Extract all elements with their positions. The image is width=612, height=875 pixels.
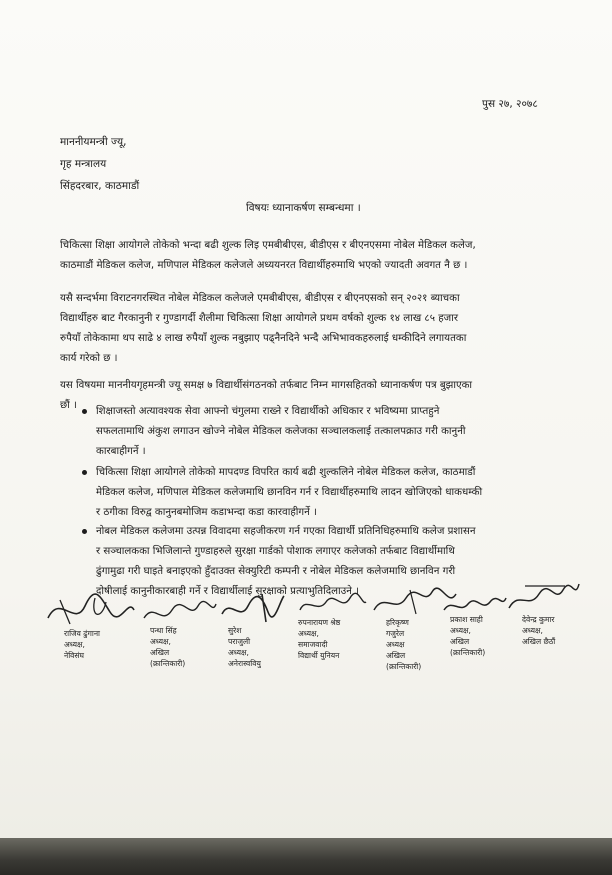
demand-line: कारबाहीगर्ने ।	[96, 446, 146, 457]
signatory-detail: (क्रान्तिकारी)	[450, 648, 486, 657]
paragraph-2-line: कार्य गरेको छ ।	[60, 353, 118, 364]
demand-line: मेडिकल कलेज, मणिपाल मेडिकल कलेजमाथि छानविन गर्न र विद्यार्थीहरुमाथि लादन खोजिएको धाकधम्की	[96, 487, 483, 498]
signature-scribble-2	[140, 598, 220, 628]
signatory-6	[450, 614, 485, 658]
signatory-detail: अखिल छैठौं	[522, 637, 556, 646]
signatory-detail: अध्यक्ष,	[64, 640, 85, 649]
signatory-name: देवेन्द्र कुमार	[522, 615, 555, 624]
signatory-detail: अनेरास्ववियु	[228, 659, 261, 668]
paragraph-2-line: रुपैयाँ तोकेकामा थप साढे ४ लाख रुपैयाँ शुल्क नबुझाए पढ्नैनदिने भन्दै अभिभावकहरुलाई धम्कीदिने लगायतका	[60, 333, 467, 344]
signature-scribble-4	[296, 592, 368, 618]
signatory-detail: अखिल	[386, 651, 406, 660]
bullet-icon	[82, 409, 87, 414]
paragraph-3-line: यस विषयमा माननीयगृहमन्त्री ज्यू समक्ष ७ विद्यार्थीसंगठनको तर्फबाट निम्न मागसहितको ध्यानाकर्षण पत्र बुझाएका	[60, 380, 473, 391]
demand-line: शिक्षाजस्तो अत्यावश्यक सेवा आफ्नो चंगुलमा राख्ने र विद्यार्थीको अधिकार र भविष्यमा प्राप्तहुने	[96, 406, 440, 417]
demand-line: र ठगीका विरुद्व कानुनबमोजिम कडाभन्दा कडा कारवाहीगर्ने ।	[96, 507, 317, 518]
recipient-line-1: माननीयमन्त्री ज्यू,	[60, 136, 127, 148]
signatory-detail: अध्यक्ष,	[150, 637, 171, 646]
demand-item-3	[96, 522, 566, 602]
demand-line: ढुंगामुढा गरी घाइते बनाइएको हुँदाउक्त सेक्युरिटी कम्पनी र नोबेल मेडिकल कलेजमाथि छानविन गरी	[96, 566, 456, 577]
signatory-2	[150, 625, 185, 669]
demand-line: सफलतामाथि अंकुश लगाउन खोज्ने नोबेल मेडिकल कलेजका सञ्चालकलाई तत्कालपक्राउ गरी कानुनी	[96, 426, 466, 437]
signatory-detail: अखिल	[150, 648, 170, 657]
signatory-detail: पराजुली	[228, 637, 251, 646]
signatory-name: पन्था सिंह	[150, 626, 177, 635]
signatory-detail: अध्यक्ष,	[298, 629, 319, 638]
paragraph-1	[60, 236, 560, 276]
signatory-name: हरिकृष्ण	[386, 618, 409, 627]
signatory-detail: (क्रान्तिकारी)	[150, 659, 186, 668]
signatory-7	[522, 614, 555, 647]
signatory-name: रुपनारायण श्रेष्ठ	[298, 618, 341, 627]
demand-item-1	[96, 402, 566, 462]
demand-line: नोबल मेडिकल कलेजमा उत्पन्न विवादमा सहजीकरण गर्न गएका विद्यार्थी प्रतिनिधिहरुमाथि कलेज प्रशासन	[96, 526, 476, 537]
signatory-detail: समाजवादी	[298, 640, 328, 649]
signatory-detail: अखिल	[450, 637, 470, 646]
signatory-3	[228, 625, 261, 669]
signatory-name: प्रकाश साही	[450, 615, 483, 624]
paragraph-2-line: यसै सन्दर्भमा विराटनगरस्थित नोबेल मेडिकल कलेजले एमबीबीएस, बीडीएस र बीएनएसको सन् २०२१ ब्याचका	[60, 293, 460, 304]
signature-scribble-7	[505, 580, 583, 616]
paragraph-2-line: विद्यार्थीहरु बाट गैरकानुनी र गुण्डागर्दी शैलीमा चिकित्सा शिक्षा आयोगले प्रथम वर्षको शुल्क १४ लाख ८५ हजार	[60, 313, 459, 324]
recipient-line-2: गृह मन्त्रालय	[60, 158, 107, 170]
paragraph-2	[60, 289, 560, 369]
signatory-detail: गजुरेल	[386, 629, 405, 638]
signature-scribble-1	[40, 588, 140, 630]
signatory-detail: अध्यक्ष,	[522, 626, 543, 635]
bullet-icon	[82, 470, 87, 475]
signatory-detail: (क्रान्तिकारी)	[386, 662, 422, 671]
demand-item-2	[96, 463, 566, 523]
letter-date: पुस २७, २०७८	[482, 98, 538, 110]
recipient-line-3: सिंहदरबार, काठमाडौं	[60, 180, 140, 192]
demand-line: दोषीलाई कानुनीकारबाही गर्ने र विद्यार्थीलाई सुरक्षाको प्रत्याभुतिदिलाउने ।	[96, 586, 359, 597]
paragraph-1-line: काठमाडौं मेडिकल कलेज, मणिपाल मेडिकल कलेजले अध्ययनरत विद्यार्थीहरुमाथि भएको ज्यादती अवगत नै छ ।	[60, 260, 468, 271]
demand-line: र सञ्चालकका भिजिलान्ते गुण्डाहरुले सुरक्षा गार्डको पोशाक लगाएर कलेजको तर्फबाट विद्यार्थीमाथि	[96, 546, 455, 557]
signatory-4	[298, 617, 340, 661]
signatory-1	[64, 628, 100, 661]
signatory-detail: अध्यक्ष,	[450, 626, 471, 635]
demand-line: चिकित्सा शिक्षा आयोगले तोकेको मापदण्ड विपरित कार्य बढी शुल्कलिने नोबेल मेडिकल कलेज, काठमाडौं	[96, 467, 476, 478]
paragraph-1-line: चिकित्सा शिक्षा आयोगले तोकेको भन्दा बढी शुल्क लिइ एमबीबीएस, बीडीएस र बीएनएसमा नोबेल मेडिकल कलेज,	[60, 240, 476, 251]
paragraph-3-line: छौं ।	[60, 400, 77, 411]
signatory-name: सुरेश	[228, 626, 242, 635]
subject-line: विषयः ध्यानाकर्षण सम्बन्धमा ।	[246, 202, 361, 214]
bullet-icon	[82, 529, 87, 534]
signature-scribble-3	[218, 592, 288, 626]
signatory-name: राजिव ढुंगाना	[64, 629, 101, 638]
background-surface	[0, 838, 612, 875]
signatory-5	[386, 617, 421, 672]
signatory-detail: नेविसंघ	[64, 651, 85, 660]
signatory-detail: अध्यक्ष	[386, 640, 405, 649]
signatory-detail: विद्यार्थी युनियन	[298, 651, 340, 660]
signatory-detail: अध्यक्ष,	[228, 648, 249, 657]
